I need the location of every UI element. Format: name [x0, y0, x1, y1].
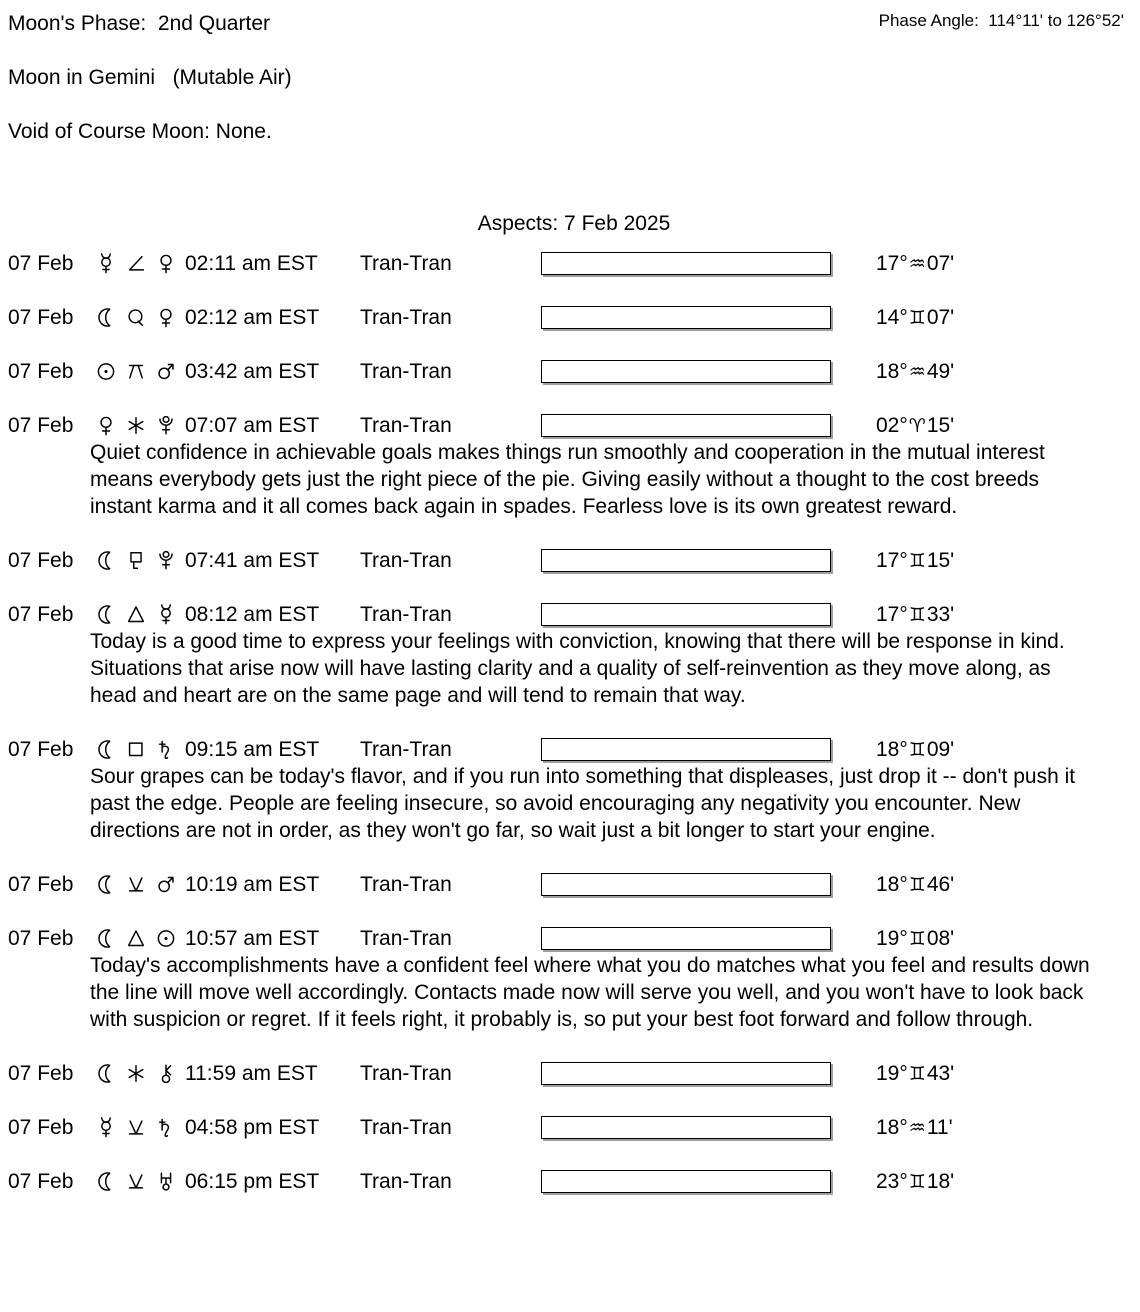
- aspect-position: [876, 304, 954, 332]
- aspect-entry: [8, 736, 1140, 844]
- zodiac-sign-icon: ♊: [908, 1062, 926, 1085]
- aspect-time: 03:42 am EST: [185, 360, 320, 383]
- aspect-glyphs: [95, 873, 185, 896]
- aspect-time: 09:15 am EST: [185, 738, 320, 761]
- venus-icon: [95, 414, 125, 437]
- aspect-type: Tran-Tran: [360, 252, 452, 275]
- position-minutes: 15': [926, 548, 955, 572]
- trine-icon: [125, 603, 155, 626]
- aspect-time: 07:41 am EST: [185, 549, 320, 572]
- aspect-entry: [8, 925, 1140, 1033]
- aspect-position: [876, 412, 954, 440]
- moon-icon: [95, 927, 125, 950]
- aspect-glyphs: [95, 1062, 185, 1085]
- zodiac-sign-icon: ♊: [908, 738, 926, 761]
- aspect-position: [876, 925, 954, 953]
- aspect-time: 02:12 am EST: [185, 306, 320, 329]
- aspect-type: Tran-Tran: [360, 306, 452, 329]
- aspect-interpretation: Quiet confidence in achievable goals makes things run smoothly and cooperation in the mutual interest means everybody gets just the right piece of the pie. Giving easily without a thought to the cost breeds instant karma and it all comes back again in spades. Fearless love is its own greatest reward.: [90, 441, 1045, 518]
- aspect-type: Tran-Tran: [360, 549, 452, 572]
- aspect-interpretation: Sour grapes can be today's flavor, and if you run into something that displeases, just drop it -- don't push it past the edge. People are feeling insecure, so avoid encouraging any negativity you encounter. New directions are not in order, as they won't go far, so wait just a bit longer to start your engine.: [90, 765, 1076, 842]
- moon-icon: [95, 738, 125, 761]
- zodiac-sign-icon: ♒: [908, 360, 926, 383]
- moons-phase-line: Moon's Phase: 2nd Quarter: [8, 12, 270, 35]
- moon-icon: [95, 1170, 125, 1193]
- orb-progress-bar: [541, 603, 831, 626]
- orb-progress-bar: [541, 1062, 831, 1085]
- orb-progress-bar: [541, 306, 831, 329]
- orb-progress-bar: [541, 252, 831, 275]
- position-minutes: 18': [926, 1169, 955, 1193]
- position-degrees: 19°: [876, 926, 908, 950]
- aspect-glyphs: [95, 306, 185, 329]
- aspect-interpretation: Today is a good time to express your feelings with conviction, knowing that there will be response in kind. Situations that arise now will have lasting clarity and a quality of self-reinvention as they move along, as head and heart are on the same page and will tend to remain that way.: [90, 630, 1065, 707]
- position-degrees: 18°: [876, 737, 908, 761]
- aspect-row: [8, 250, 1140, 277]
- void-of-course-line: Void of Course Moon: None.: [8, 120, 272, 143]
- mars-icon: [155, 873, 185, 896]
- aspect-date: 07 Feb: [8, 1116, 74, 1139]
- aspect-date: 07 Feb: [8, 360, 74, 383]
- aspect-time: 07:07 am EST: [185, 414, 320, 437]
- orb-progress-bar: [541, 549, 831, 572]
- aspect-date: 07 Feb: [8, 549, 74, 572]
- sextile-icon: [125, 414, 155, 437]
- position-minutes: 43': [926, 1061, 955, 1085]
- zodiac-sign-icon: ♊: [908, 549, 926, 572]
- zodiac-sign-icon: ♊: [908, 873, 926, 896]
- zodiac-sign-icon: ♊: [908, 603, 926, 626]
- aspect-date: 07 Feb: [8, 738, 74, 761]
- aspect-entry: [8, 412, 1140, 520]
- aspect-time: 08:12 am EST: [185, 603, 320, 626]
- aspects-title: Aspects: 7 Feb 2025: [477, 212, 671, 235]
- aspect-position: [876, 871, 954, 899]
- mercury-icon: [155, 603, 185, 626]
- aspect-time: 10:57 am EST: [185, 927, 320, 950]
- position-degrees: 02°: [876, 413, 908, 437]
- aspect-date: 07 Feb: [8, 873, 74, 896]
- aspect-type: Tran-Tran: [360, 360, 452, 383]
- moon-icon: [95, 549, 125, 572]
- mercury-icon: [95, 252, 125, 275]
- aspect-glyphs: [95, 927, 185, 950]
- aspect-row: [8, 304, 1140, 331]
- aspect-type: Tran-Tran: [360, 603, 452, 626]
- sextile-icon: [125, 1062, 155, 1085]
- aspect-position: [876, 601, 954, 629]
- aspect-row: [8, 871, 1140, 898]
- aspect-list: [8, 250, 1140, 1195]
- position-minutes: 07': [926, 251, 955, 275]
- pluto-icon: [155, 414, 185, 437]
- moon-sign-line: Moon in Gemini (Mutable Air): [8, 66, 292, 89]
- position-minutes: 08': [926, 926, 955, 950]
- zodiac-sign-icon: ♒: [908, 252, 926, 275]
- zodiac-sign-icon: ♒: [908, 1116, 926, 1139]
- aspect-date: 07 Feb: [8, 927, 74, 950]
- mars-icon: [155, 360, 185, 383]
- aspect-date: 07 Feb: [8, 603, 74, 626]
- aspect-entry: [8, 1114, 1140, 1141]
- aspect-entry: [8, 250, 1140, 277]
- aspect-glyphs: [95, 252, 185, 275]
- sun-icon: [155, 927, 185, 950]
- aspect-entry: [8, 358, 1140, 385]
- aspect-entry: [8, 1168, 1140, 1195]
- aspect-date: 07 Feb: [8, 252, 74, 275]
- semisquare-icon: [125, 252, 155, 275]
- position-minutes: 11': [926, 1115, 953, 1139]
- position-minutes: 49': [926, 359, 955, 383]
- orb-progress-bar: [541, 873, 831, 896]
- aspect-row: [8, 1168, 1140, 1195]
- orb-progress-bar: [541, 414, 831, 437]
- position-minutes: 33': [926, 602, 955, 626]
- position-minutes: 09': [926, 737, 955, 761]
- orb-progress-bar: [541, 1170, 831, 1193]
- aspect-date: 07 Feb: [8, 1170, 74, 1193]
- aspect-entry: [8, 304, 1140, 331]
- aspect-row: [8, 925, 1140, 952]
- phase-angle-label: Phase Angle: 114°11' to 126°52': [878, 11, 1124, 30]
- aspect-position: [876, 1114, 953, 1142]
- quincunx-icon: [125, 360, 155, 383]
- moon-icon: [95, 873, 125, 896]
- aspect-row: [8, 1114, 1140, 1141]
- square-icon: [125, 738, 155, 761]
- aspect-entry: [8, 871, 1140, 898]
- aspect-type: Tran-Tran: [360, 1116, 452, 1139]
- position-degrees: 17°: [876, 548, 908, 572]
- sun-icon: [95, 360, 125, 383]
- position-degrees: 17°: [876, 602, 908, 626]
- venus-icon: [155, 306, 185, 329]
- aspect-glyphs: [95, 414, 185, 437]
- aspect-position: [876, 736, 954, 764]
- sesquiquadrate-icon: [125, 549, 155, 572]
- aspect-glyphs: [95, 1170, 185, 1193]
- aspect-type: Tran-Tran: [360, 738, 452, 761]
- position-minutes: 46': [926, 872, 955, 896]
- aspect-glyphs: [95, 738, 185, 761]
- aspect-position: [876, 1168, 954, 1196]
- zodiac-sign-icon: ♊: [908, 306, 926, 329]
- aspect-glyphs: [95, 549, 185, 572]
- aspect-row: [8, 547, 1140, 574]
- position-degrees: 17°: [876, 251, 908, 275]
- moon-icon: [95, 1062, 125, 1085]
- trine-icon: [125, 927, 155, 950]
- aspect-row: [8, 736, 1140, 763]
- zodiac-sign-icon: ♈: [908, 414, 926, 437]
- position-minutes: 07': [926, 305, 955, 329]
- aspect-row: [8, 358, 1140, 385]
- aspect-position: [876, 1060, 954, 1088]
- aspect-time: 11:59 am EST: [185, 1062, 318, 1085]
- aspect-glyphs: [95, 360, 185, 383]
- saturn-icon: [155, 1116, 185, 1139]
- saturn-icon: [155, 738, 185, 761]
- aspect-row: [8, 412, 1140, 439]
- aspect-row: [8, 1060, 1140, 1087]
- aspect-type: Tran-Tran: [360, 414, 452, 437]
- aspect-glyphs: [95, 603, 185, 626]
- aspect-type: Tran-Tran: [360, 1062, 452, 1085]
- position-degrees: 18°: [876, 872, 908, 896]
- position-degrees: 18°: [876, 359, 908, 383]
- chiron-icon: [155, 1062, 185, 1085]
- aspect-type: Tran-Tran: [360, 1170, 452, 1193]
- aspect-interpretation: Today's accomplishments have a confident feel where what you do matches what you feel and results down the line will move well accordingly. Contacts made now will serve you well, and you won't have to look back with suspicion or regret. If it feels right, it probably is, so put your best foot forward and follow through.: [90, 954, 1090, 1031]
- mercury-icon: [95, 1116, 125, 1139]
- aspect-row: [8, 601, 1140, 628]
- aspect-date: 07 Feb: [8, 414, 74, 437]
- orb-progress-bar: [541, 1116, 831, 1139]
- aspect-entry: [8, 547, 1140, 574]
- aspect-type: Tran-Tran: [360, 873, 452, 896]
- aspect-entry: [8, 601, 1140, 709]
- position-degrees: 19°: [876, 1061, 908, 1085]
- semisextile-icon: [125, 1170, 155, 1193]
- position-degrees: 14°: [876, 305, 908, 329]
- position-degrees: 18°: [876, 1115, 908, 1139]
- orb-progress-bar: [541, 927, 831, 950]
- aspect-entry: [8, 1060, 1140, 1087]
- uranus-icon: [155, 1170, 185, 1193]
- aspect-date: 07 Feb: [8, 1062, 74, 1085]
- position-degrees: 23°: [876, 1169, 908, 1193]
- pluto-icon: [155, 549, 185, 572]
- aspect-position: [876, 547, 954, 575]
- position-minutes: 15': [926, 413, 955, 437]
- venus-icon: [155, 252, 185, 275]
- aspect-position: [876, 250, 954, 278]
- aspect-type: Tran-Tran: [360, 927, 452, 950]
- aspect-time: 02:11 am EST: [185, 252, 318, 275]
- moon-icon: [95, 603, 125, 626]
- aspect-date: 07 Feb: [8, 306, 74, 329]
- moon-icon: [95, 306, 125, 329]
- aspect-position: [876, 358, 954, 386]
- zodiac-sign-icon: ♊: [908, 1170, 926, 1193]
- aspect-glyphs: [95, 1116, 185, 1139]
- aspect-time: 04:58 pm EST: [185, 1116, 320, 1139]
- quintile-icon: [125, 306, 155, 329]
- orb-progress-bar: [541, 738, 831, 761]
- zodiac-sign-icon: ♊: [908, 927, 926, 950]
- aspect-time: 06:15 pm EST: [185, 1170, 320, 1193]
- orb-progress-bar: [541, 360, 831, 383]
- aspect-time: 10:19 am EST: [185, 873, 320, 896]
- semisextile-icon: [125, 1116, 155, 1139]
- semisextile-icon: [125, 873, 155, 896]
